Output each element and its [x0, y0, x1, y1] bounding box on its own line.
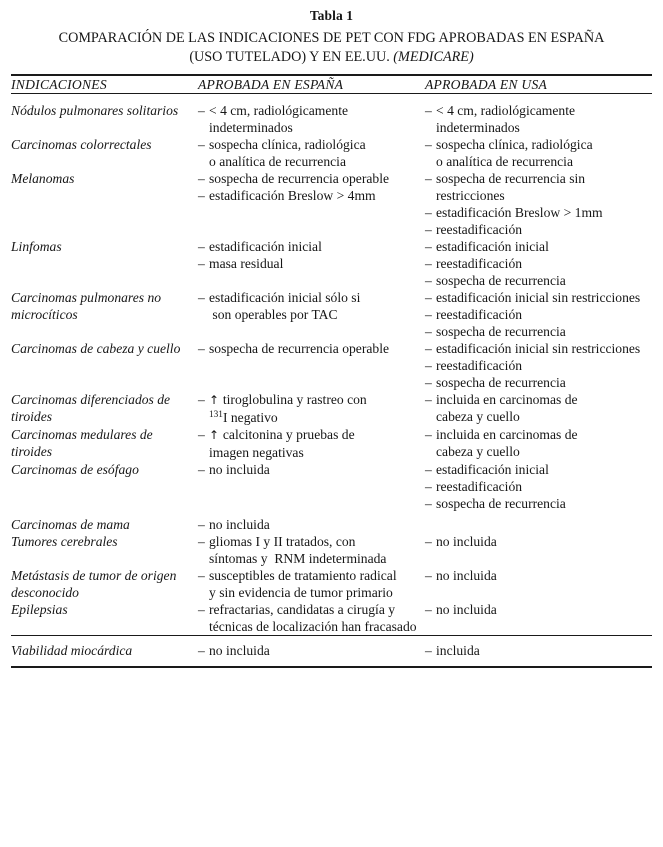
- bullet-dash-icon: –: [425, 290, 432, 305]
- spain-item-text: refractarias, candidatas a cirugía y: [209, 602, 396, 617]
- usa-item: [425, 391, 652, 425]
- table-row: [11, 426, 652, 461]
- bullet-dash-icon: –: [198, 103, 205, 118]
- spain-item-continuation: técnicas de localización han fracasado: [209, 619, 417, 634]
- spain-item: [198, 102, 425, 136]
- indication-cell: [11, 636, 198, 666]
- bullet-dash-icon: –: [198, 462, 205, 477]
- spain-item-list: [198, 170, 425, 204]
- spain-item-continuation: síntomas y RNM indeterminada: [209, 551, 387, 566]
- table-title-line-1: COMPARACIÓN DE LAS INDICACIONES DE PET CON FDG APROBADAS EN ESPAÑA: [58, 30, 605, 46]
- spain-item-continuation: imagen negativas: [209, 445, 304, 460]
- usa-item-list: [425, 391, 652, 425]
- usa-item-text: incluida en carcinomas de: [436, 427, 578, 442]
- usa-item: [425, 204, 652, 221]
- bullet-dash-icon: –: [425, 222, 432, 237]
- usa-item: [425, 567, 652, 584]
- usa-item-continuation: cabeza y cuello: [436, 409, 520, 424]
- spain-item-list: [198, 601, 425, 635]
- spain-item: [198, 340, 425, 357]
- spain-item-list: [198, 289, 425, 323]
- usa-item-text: estadificación inicial sin restricciones: [436, 290, 641, 305]
- column-header-indicaciones: INDICACIONES: [11, 77, 107, 92]
- bullet-dash-icon: –: [425, 568, 432, 583]
- spain-item-list: [198, 102, 425, 136]
- indication-label: Carcinomas colorrectales: [11, 137, 152, 152]
- usa-cell: [425, 461, 652, 512]
- empty-cell: [425, 516, 652, 517]
- usa-item-text: < 4 cm, radiológicamente: [436, 103, 576, 118]
- spain-cell: [198, 567, 425, 601]
- usa-item-text: no incluida: [436, 534, 497, 549]
- spain-item: [198, 187, 425, 204]
- usa-item-text: reestadificación: [436, 358, 523, 373]
- spain-item-text: no incluida: [209, 462, 270, 477]
- spain-item-continuation: y sin evidencia de tumor primario: [209, 585, 393, 600]
- spain-item: [198, 238, 425, 255]
- usa-item-text: reestadificación: [436, 307, 523, 322]
- usa-cell: [425, 636, 652, 666]
- spain-item-text: sospecha de recurrencia operable: [209, 171, 390, 186]
- table-row: [11, 512, 652, 533]
- usa-item-text: reestadificación: [436, 479, 523, 494]
- usa-item: [425, 221, 652, 238]
- spain-item-list: [198, 426, 425, 461]
- indication-cell: [11, 567, 198, 601]
- table-body: [11, 94, 652, 635]
- bullet-dash-icon: –: [198, 239, 205, 254]
- indication-label: Viabilidad miocárdica: [11, 643, 133, 658]
- usa-cell: [425, 601, 652, 635]
- indication-label: Carcinomas de esófago: [11, 462, 139, 477]
- usa-cell: [425, 512, 652, 533]
- usa-item-text: estadificación Breslow > 1mm: [436, 205, 603, 220]
- spain-item-continuation: indeterminados: [209, 120, 293, 135]
- bullet-dash-icon: –: [425, 171, 432, 186]
- spain-item-continuation: $^{131}$I negativo: [209, 410, 278, 425]
- bullet-dash-icon: –: [425, 341, 432, 356]
- usa-cell: [425, 289, 652, 340]
- table-row: [11, 567, 652, 601]
- spain-item: [198, 461, 425, 478]
- bullet-dash-icon: –: [425, 137, 432, 152]
- spain-cell: [198, 238, 425, 289]
- usa-item-list: [425, 170, 652, 238]
- spain-item: [198, 391, 425, 426]
- usa-item-text: incluida: [436, 643, 480, 658]
- spain-cell: [198, 601, 425, 635]
- spain-cell: [198, 340, 425, 391]
- usa-item-text: sospecha de recurrencia sin restricciones: [436, 171, 589, 203]
- bullet-dash-icon: –: [425, 427, 432, 442]
- spain-cell: [198, 136, 425, 170]
- table-row: [11, 289, 652, 340]
- bullet-dash-icon: –: [425, 602, 432, 617]
- spain-cell: [198, 636, 425, 666]
- spain-item-list: [198, 461, 425, 478]
- indication-label: Carcinomas diferenciados de tiroides: [11, 392, 171, 424]
- spain-item-continuation: son operables por TAC: [209, 307, 338, 322]
- indication-cell: [11, 426, 198, 461]
- spain-item-text: gliomas I y II tratados, con: [209, 534, 356, 549]
- bullet-dash-icon: –: [425, 392, 432, 407]
- usa-item-list: [425, 102, 652, 136]
- usa-item: [425, 289, 652, 306]
- table-body-last: [11, 636, 652, 666]
- spain-item: [198, 601, 425, 635]
- table-row: [11, 636, 652, 666]
- table-title-line-2: [11, 48, 652, 67]
- table-row: [11, 391, 652, 426]
- spain-item-list: [198, 533, 425, 567]
- bullet-dash-icon: –: [198, 643, 205, 658]
- usa-item: [425, 533, 652, 550]
- bullet-dash-icon: –: [425, 256, 432, 271]
- spain-item: [198, 426, 425, 461]
- spain-item-list: [198, 642, 425, 659]
- spain-item: [198, 642, 425, 659]
- bullet-dash-icon: –: [425, 375, 432, 390]
- spain-cell: [198, 94, 425, 136]
- bullet-dash-icon: –: [425, 324, 432, 339]
- usa-item: [425, 170, 652, 204]
- table-title: [11, 25, 652, 66]
- usa-item-list: [425, 136, 652, 170]
- usa-item-continuation: o analítica de recurrencia: [436, 154, 573, 169]
- usa-item: [425, 601, 652, 618]
- indication-label: Linfomas: [11, 239, 62, 254]
- indication-label: Epilepsias: [11, 602, 68, 617]
- usa-item-list: [425, 533, 652, 550]
- usa-cell: [425, 426, 652, 461]
- usa-item: [425, 642, 652, 659]
- spain-item-list: [198, 567, 425, 601]
- column-header-aprobada-usa: APROBADA EN USA: [425, 77, 548, 92]
- table-header-row: [11, 76, 652, 93]
- rule-bottom: [11, 666, 652, 668]
- bullet-dash-icon: –: [425, 307, 432, 322]
- bullet-dash-icon: –: [198, 427, 205, 442]
- medicare-label: (MEDICARE): [393, 48, 474, 65]
- spain-item-text: masa residual: [209, 256, 284, 271]
- bullet-dash-icon: –: [425, 273, 432, 288]
- indication-cell: [11, 461, 198, 512]
- column-header-aprobada-espana: APROBADA EN ESPAÑA: [198, 77, 344, 92]
- spain-item: [198, 136, 425, 170]
- usa-item-list: [425, 567, 652, 584]
- usa-item: [425, 495, 652, 512]
- spain-item-list: [198, 238, 425, 272]
- bullet-dash-icon: –: [425, 358, 432, 373]
- usa-cell: [425, 94, 652, 136]
- table-row: [11, 533, 652, 567]
- indication-label: Carcinomas pulmonares no microcíticos: [11, 290, 162, 322]
- usa-cell: [425, 340, 652, 391]
- indication-cell: [11, 94, 198, 136]
- usa-cell: [425, 170, 652, 238]
- spain-item-text: no incluida: [209, 643, 270, 658]
- usa-item: [425, 136, 652, 170]
- spain-item-text: estadificación Breslow > 4mm: [209, 188, 376, 203]
- bullet-dash-icon: –: [425, 534, 432, 549]
- usa-item-text: no incluida: [436, 568, 497, 583]
- table-row: [11, 136, 652, 170]
- indication-label: Carcinomas de mama: [11, 517, 130, 532]
- table-row: [11, 601, 652, 635]
- spain-item-text: tiroglobulina y rastreo con: [222, 392, 367, 407]
- spain-cell: [198, 391, 425, 426]
- spain-item-list: [198, 340, 425, 357]
- bullet-dash-icon: –: [425, 496, 432, 511]
- indication-label: Tumores cerebrales: [11, 534, 118, 549]
- usa-item-text: reestadificación: [436, 222, 523, 237]
- bullet-dash-icon: –: [425, 239, 432, 254]
- bullet-dash-icon: –: [198, 290, 205, 305]
- usa-item: [425, 374, 652, 391]
- bullet-dash-icon: –: [425, 205, 432, 220]
- bullet-dash-icon: –: [198, 341, 205, 356]
- indication-cell: [11, 136, 198, 170]
- usa-item-list: [425, 289, 652, 340]
- usa-item: [425, 272, 652, 289]
- usa-item: [425, 255, 652, 272]
- indication-cell: [11, 391, 198, 426]
- spain-cell: [198, 461, 425, 512]
- spain-item-list: [198, 516, 425, 533]
- usa-item: [425, 238, 652, 255]
- spain-item: [198, 289, 425, 323]
- bullet-dash-icon: –: [198, 392, 205, 407]
- spain-cell: [198, 289, 425, 340]
- usa-item-text: sospecha clínica, radiológica: [436, 137, 593, 152]
- indication-label: Melanomas: [11, 171, 75, 186]
- indication-label: Carcinomas de cabeza y cuello: [11, 341, 181, 356]
- usa-item-text: no incluida: [436, 602, 497, 617]
- usa-cell: [425, 567, 652, 601]
- usa-item: [425, 357, 652, 374]
- indication-label: Metástasis de tumor de origen desconocido: [11, 568, 177, 600]
- usa-item-text: reestadificación: [436, 256, 523, 271]
- usa-item-list: [425, 601, 652, 618]
- usa-item-text: estadificación inicial: [436, 239, 549, 254]
- indication-cell: [11, 170, 198, 238]
- usa-cell: [425, 533, 652, 567]
- indication-label: Nódulos pulmonares solitarios: [11, 103, 179, 118]
- usa-item-text: sospecha de recurrencia: [436, 324, 566, 339]
- spain-item-list: [198, 391, 425, 426]
- bullet-dash-icon: –: [425, 462, 432, 477]
- usa-cell: [425, 391, 652, 426]
- bullet-dash-icon: –: [198, 188, 205, 203]
- increase-arrow-icon: ↑: [209, 393, 223, 407]
- usa-item-list: [425, 426, 652, 460]
- usa-item-continuation: cabeza y cuello: [436, 444, 520, 459]
- table-number: Tabla 1: [309, 8, 354, 23]
- indication-cell: [11, 238, 198, 289]
- bullet-dash-icon: –: [198, 256, 205, 271]
- spain-cell: [198, 512, 425, 533]
- increase-arrow-icon: ↑: [209, 428, 223, 442]
- usa-item-text: sospecha de recurrencia: [436, 375, 566, 390]
- indication-cell: [11, 533, 198, 567]
- isotope-superscript: 131: [209, 410, 223, 420]
- usa-cell: [425, 136, 652, 170]
- spain-item-continuation: o analítica de recurrencia: [209, 154, 346, 169]
- usa-item-text: estadificación inicial sin restricciones: [436, 341, 641, 356]
- spain-item-text: no incluida: [209, 517, 270, 532]
- usa-item-list: [425, 340, 652, 391]
- usa-item-text: sospecha de recurrencia: [436, 496, 566, 511]
- bullet-dash-icon: –: [198, 137, 205, 152]
- usa-item: [425, 306, 652, 323]
- bullet-dash-icon: –: [198, 602, 205, 617]
- bullet-dash-icon: –: [425, 103, 432, 118]
- table-header: [11, 76, 652, 93]
- spain-item-text: estadificación inicial sólo si: [209, 290, 361, 305]
- bullet-dash-icon: –: [198, 568, 205, 583]
- indication-cell: [11, 601, 198, 635]
- spain-cell: [198, 426, 425, 461]
- indication-cell: [11, 340, 198, 391]
- usa-item: [425, 461, 652, 478]
- usa-item-text: estadificación inicial: [436, 462, 549, 477]
- usa-item-list: [425, 642, 652, 659]
- table-title-line-2-plain: (USO TUTELADO) Y EN EE.UU.: [189, 48, 394, 65]
- spain-item: [198, 533, 425, 567]
- indication-cell: [11, 512, 198, 533]
- bullet-dash-icon: –: [425, 479, 432, 494]
- spain-item-text: susceptibles de tratamiento radical: [209, 568, 397, 583]
- usa-item: [425, 323, 652, 340]
- table-row: [11, 94, 652, 136]
- usa-item-list: [425, 461, 652, 512]
- bullet-dash-icon: –: [425, 643, 432, 658]
- usa-item: [425, 102, 652, 136]
- usa-item: [425, 340, 652, 357]
- spain-item: [198, 567, 425, 601]
- spain-item-text: estadificación inicial: [209, 239, 322, 254]
- bullet-dash-icon: –: [198, 171, 205, 186]
- spain-cell: [198, 170, 425, 238]
- usa-item-continuation: indeterminados: [436, 120, 520, 135]
- usa-item-text: sospecha de recurrencia: [436, 273, 566, 288]
- usa-item-list: [425, 238, 652, 289]
- bullet-dash-icon: –: [198, 534, 205, 549]
- table-row: [11, 238, 652, 289]
- table-caption: [11, 0, 652, 66]
- spain-item-text: sospecha clínica, radiológica: [209, 137, 366, 152]
- table-row: [11, 170, 652, 238]
- pet-indications-table: [11, 76, 652, 93]
- pet-indications-body: [11, 94, 652, 635]
- spain-item: [198, 516, 425, 533]
- usa-item-text: incluida en carcinomas de: [436, 392, 578, 407]
- spain-item: [198, 255, 425, 272]
- usa-item: [425, 426, 652, 460]
- spain-item-text: < 4 cm, radiológicamente: [209, 103, 349, 118]
- usa-cell: [425, 238, 652, 289]
- spain-item-list: [198, 136, 425, 170]
- table-row: [11, 461, 652, 512]
- pet-indications-last: [11, 636, 652, 666]
- spain-item-text: sospecha de recurrencia operable: [209, 341, 390, 356]
- indication-label: Carcinomas medulares de tiroides: [11, 427, 153, 459]
- table-row: [11, 340, 652, 391]
- usa-item: [425, 478, 652, 495]
- indication-cell: [11, 289, 198, 340]
- spain-cell: [198, 533, 425, 567]
- spain-item: [198, 170, 425, 187]
- bullet-dash-icon: –: [198, 517, 205, 532]
- spain-item-text: calcitonina y pruebas de: [222, 427, 355, 442]
